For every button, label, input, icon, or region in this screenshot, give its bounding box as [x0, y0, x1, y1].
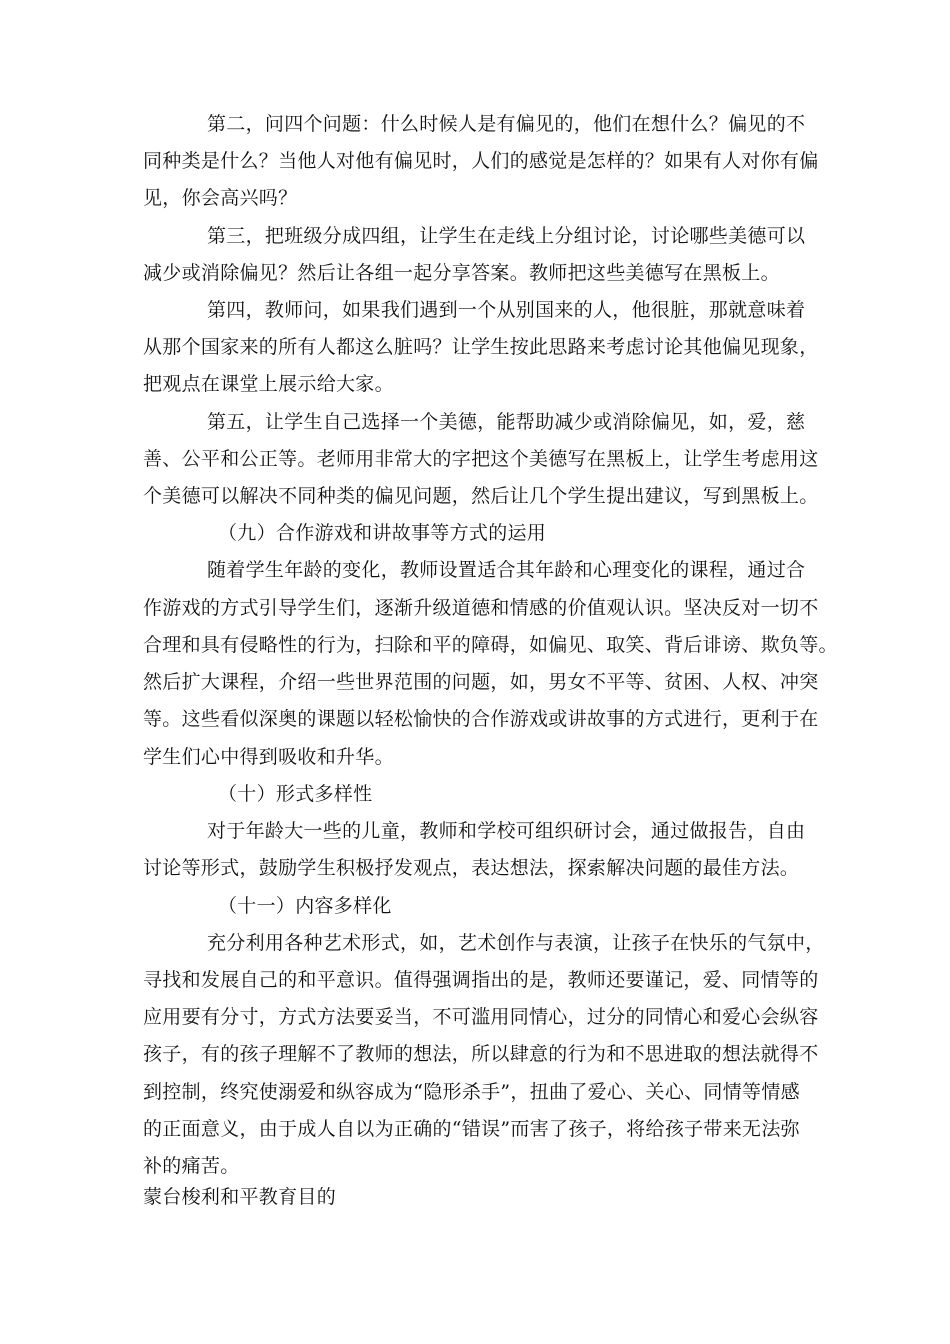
paragraph-line: 随着学生年龄的变化，教师设置适合其年龄和心理变化的课程，通过合	[207, 559, 806, 581]
paragraph-line: 的正面意义，由于成人自以为正确的“错误”而害了孩子，将给孩子带来无法弥	[143, 1118, 800, 1140]
paragraph-line: 等。这些看似深奥的课题以轻松愉快的合作游戏或讲故事的方式进行，更利于在	[143, 708, 819, 730]
paragraph-line: 从那个国家来的所有人都这么脏吗？让学生按此思路来考虑讨论其他偏见现象，	[143, 336, 819, 358]
paragraph-line: 见，你会高兴吗？	[143, 187, 298, 209]
paragraph-line: 第三，把班级分成四组，让学生在走线上分组讨论，讨论哪些美德可以	[207, 225, 806, 247]
paragraph-line: 寻找和发展自己的和平意识。值得强调指出的是，教师还要谨记，爱、同情等的	[143, 969, 819, 991]
paragraph-line: 然后扩大课程，介绍一些世界范围的问题，如，男女不平等、贫困、人权、冲突	[143, 671, 819, 693]
paragraph-line: 合理和具有侵略性的行为，扫除和平的障碍，如偏见、取笑、背后诽谤、欺负等。	[143, 634, 838, 656]
section-heading: （十一）内容多样化	[218, 895, 392, 917]
paragraph-line: 作游戏的方式引导学生们，逐渐升级道德和情感的价值观认识。坚决反对一切不	[143, 597, 819, 619]
document-title: 蒙台梭利和平教育目的	[143, 1186, 337, 1208]
paragraph-line: 学生们心中得到吸收和升华。	[143, 746, 394, 768]
paragraph-line: 孩子，有的孩子理解不了教师的想法，所以肆意的行为和不思进取的想法就得不	[143, 1043, 819, 1065]
paragraph-line: 个美德可以解决不同种类的偏见问题，然后让几个学生提出建议，写到黑板上。	[143, 485, 819, 507]
paragraph-line: 讨论等形式，鼓励学生积极抒发观点，表达想法，探索解决问题的最佳方法。	[143, 857, 800, 879]
paragraph-line: 减少或消除偏见？然后让各组一起分享答案。教师把这些美德写在黑板上。	[143, 262, 780, 284]
section-heading: （九）合作游戏和讲故事等方式的运用	[218, 522, 547, 544]
paragraph-line: 第四，教师问，如果我们遇到一个从别国来的人，他很脏，那就意味着	[207, 299, 806, 321]
paragraph-line: 到控制，终究使溺爱和纵容成为“隐形杀手”，扭曲了爱心、关心、同情等情感	[143, 1081, 800, 1103]
paragraph-line: 把观点在课堂上展示给大家。	[143, 373, 394, 395]
paragraph-line: 同种类是什么？当他人对他有偏见时，人们的感觉是怎样的？如果有人对你有偏	[143, 150, 819, 172]
paragraph-line: 对于年龄大一些的儿童，教师和学校可组织研讨会，通过做报告，自由	[207, 820, 806, 842]
paragraph-line: 补的痛苦。	[143, 1155, 240, 1177]
paragraph-line: 应用要有分寸，方式方法要妥当，不可滥用同情心，过分的同情心和爱心会纵容	[143, 1006, 819, 1028]
paragraph-line: 第二，问四个问题：什么时候人是有偏见的，他们在想什么？偏见的不	[207, 113, 806, 135]
paragraph-line: 充分利用各种艺术形式，如，艺术创作与表演，让孩子在快乐的气氛中，	[207, 932, 825, 954]
section-heading: （十）形式多样性	[218, 783, 373, 805]
paragraph-line: 善、公平和公正等。老师用非常大的字把这个美德写在黑板上，让学生考虑用这	[143, 448, 819, 470]
paragraph-line: 第五，让学生自己选择一个美德，能帮助减少或消除偏见，如，爱，慈	[207, 411, 806, 433]
